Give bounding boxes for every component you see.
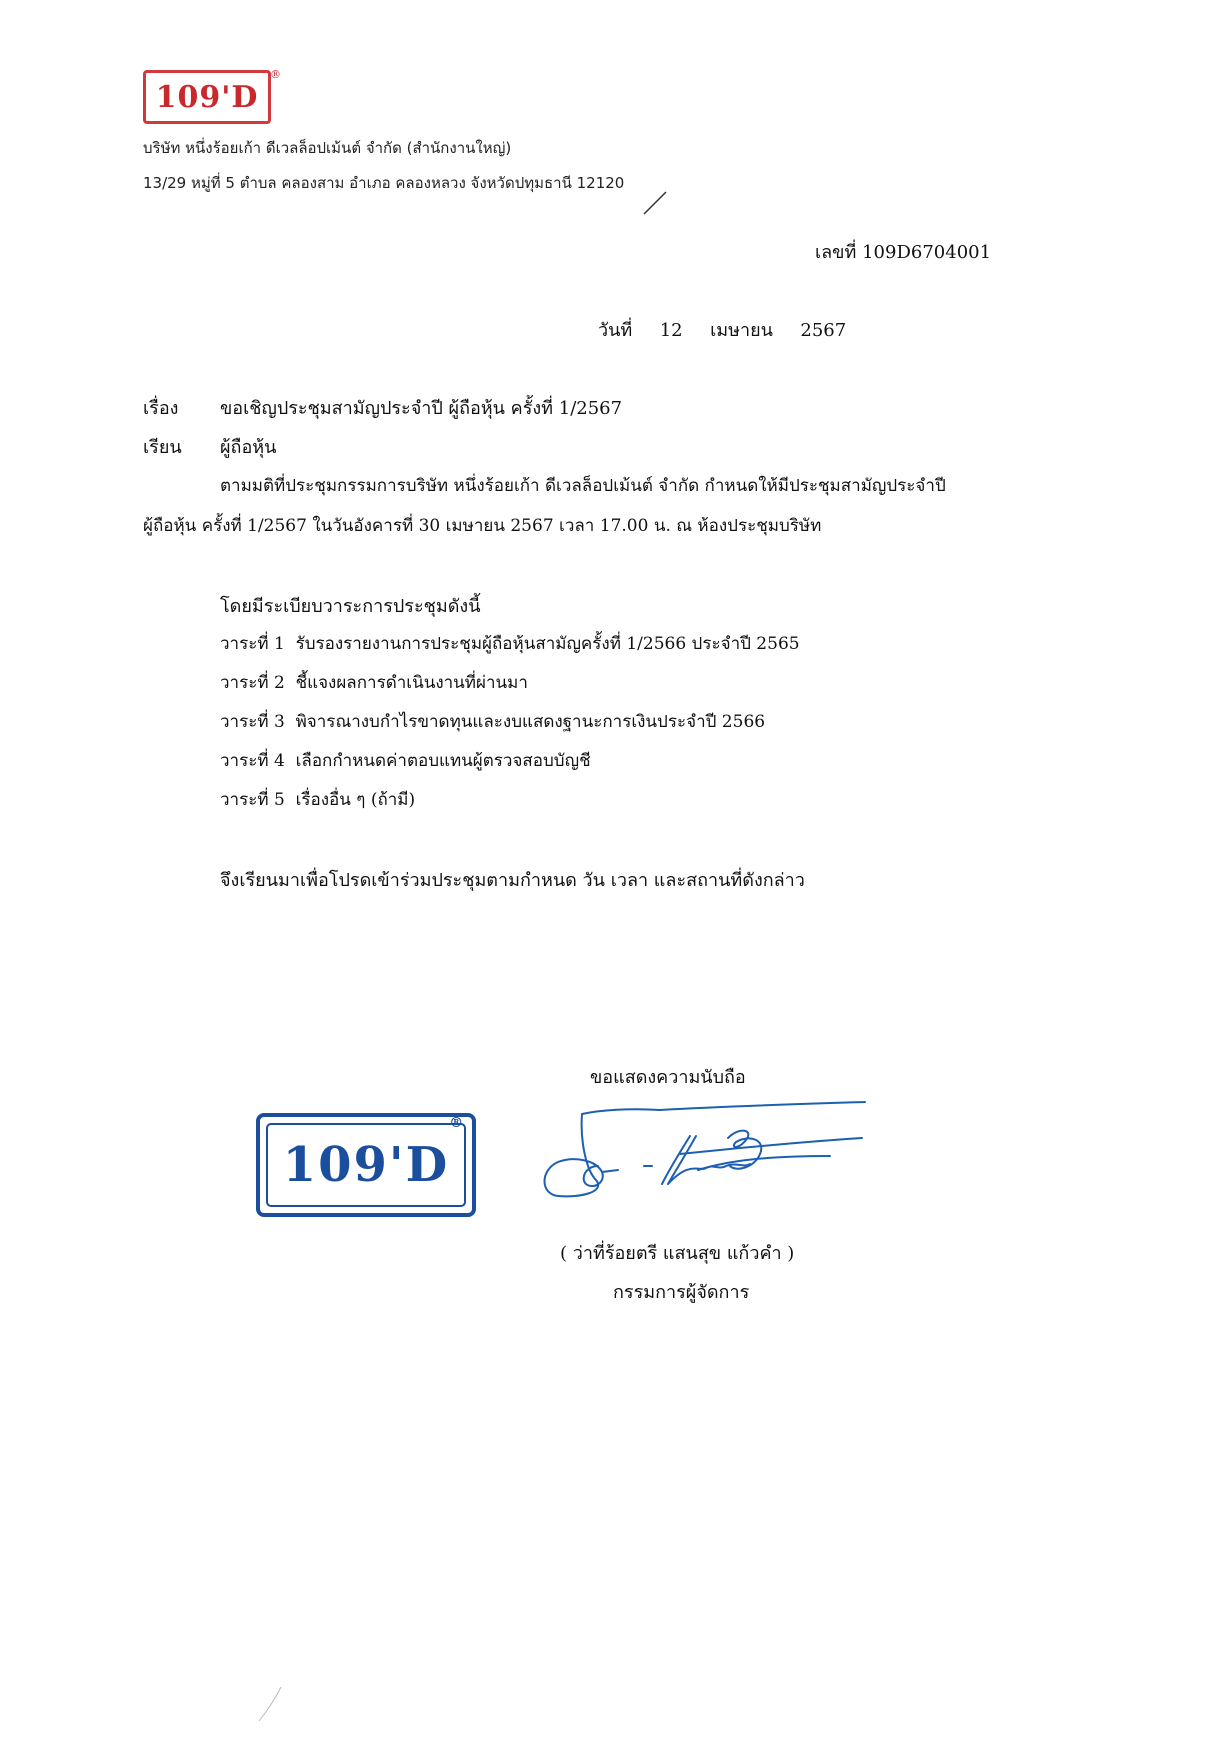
date-month: เมษายน xyxy=(710,320,773,341)
body-line-1: ตามมติที่ประชุมกรรมการบริษัท หนึ่งร้อยเก้า ดีเวลล็อปเม้นต์ จำกัด กำหนดให้มีประชุมสามัญประจำปี xyxy=(220,476,946,496)
date-label: วันที่ xyxy=(598,320,633,341)
closing-line: จึงเรียนมาเพื่อโปรดเข้าร่วมประชุมตามกำหนด วัน เวลา และสถานที่ดังกล่าว xyxy=(220,870,805,891)
date-day: 12 xyxy=(659,320,683,341)
agenda-text: พิจารณางบกำไรขาดทุนและงบแสดงฐานะการเงินประจำปี 2566 xyxy=(295,712,766,732)
doc-number-value: 109D6704001 xyxy=(862,242,992,263)
agenda-text: เลือกกำหนดค่าตอบแทนผู้ตรวจสอบบัญชี xyxy=(295,751,591,771)
agenda-label: วาระที่ 1 xyxy=(220,634,285,654)
company-logo xyxy=(143,68,281,124)
company-name: บริษัท หนึ่งร้อยเก้า ดีเวลล็อปเม้นต์ จำกัด (สำนักงานใหญ่) xyxy=(143,139,512,157)
stamp-text xyxy=(282,1115,466,1193)
date-year: 2567 xyxy=(800,320,847,341)
scan-mark xyxy=(255,1685,285,1725)
agenda-item xyxy=(220,669,528,696)
stamp-registered-mark: ® xyxy=(449,1115,466,1131)
doc-number-label: เลขที่ xyxy=(815,242,857,263)
handwritten-signature xyxy=(540,1100,870,1220)
agenda-label: วาระที่ 2 xyxy=(220,673,285,693)
letter-date xyxy=(598,315,846,344)
agenda-intro: โดยมีระเบียบวาระการประชุมดังนี้ xyxy=(220,596,481,617)
agenda-text: ชี้แจงผลการดำเนินงานที่ผ่านมา xyxy=(295,673,528,693)
stamp-logo-text: 109'D xyxy=(282,1137,450,1193)
agenda-item xyxy=(220,708,765,735)
company-stamp xyxy=(256,1113,476,1217)
company-address: 13/29 หมู่ที่ 5 ตำบล คลองสาม อำเภอ คลองหลวง จังหวัดปทุมธานี 12120 xyxy=(143,174,625,192)
subject-label: เรื่อง xyxy=(143,398,179,419)
logo-text: 109'D xyxy=(155,79,259,115)
agenda-item xyxy=(220,630,800,657)
subject-text: ขอเชิญประชุมสามัญประจำปี ผู้ถือหุ้น ครั้งที่ 1/2567 xyxy=(220,398,623,419)
agenda-label: วาระที่ 4 xyxy=(220,751,285,771)
body-line-2: ผู้ถือหุ้น ครั้งที่ 1/2567 ในวันอังคารที่ 30 เมษายน 2567 เวลา 17.00 น. ณ ห้องประชุมบริษัท xyxy=(143,516,822,536)
agenda-text: เรื่องอื่น ๆ (ถ้ามี) xyxy=(295,790,416,810)
doc-number xyxy=(815,237,991,266)
recipient-label: เรียน xyxy=(143,437,182,458)
pen-mark xyxy=(640,190,670,216)
agenda-label: วาระที่ 5 xyxy=(220,790,285,810)
regards-text: ขอแสดงความนับถือ xyxy=(590,1067,746,1088)
registered-mark: ® xyxy=(270,68,281,81)
agenda-item xyxy=(220,786,415,813)
signer-title: กรรมการผู้จัดการ xyxy=(613,1282,750,1303)
agenda-text: รับรองรายงานการประชุมผู้ถือหุ้นสามัญครั้งที่ 1/2566 ประจำปี 2565 xyxy=(295,634,800,654)
signer-name: ( ว่าที่ร้อยตรี แสนสุข แก้วคำ ) xyxy=(560,1243,795,1264)
recipient-text: ผู้ถือหุ้น xyxy=(220,437,277,458)
agenda-label: วาระที่ 3 xyxy=(220,712,285,732)
agenda-item xyxy=(220,747,591,774)
